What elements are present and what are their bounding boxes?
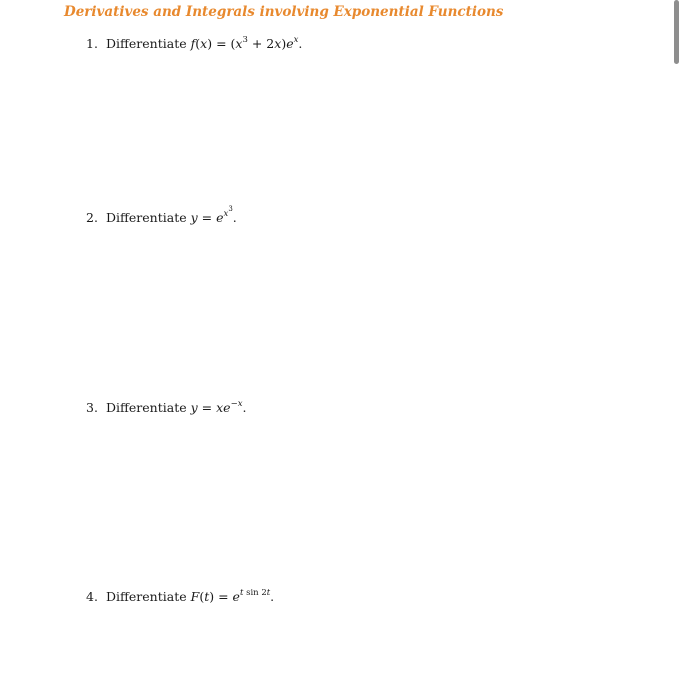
problem-lead: Differentiate <box>106 400 187 415</box>
problem-number: 2. <box>86 210 98 225</box>
problem-lead: Differentiate <box>106 589 187 604</box>
problem-number: 4. <box>86 589 98 604</box>
problem-expression: $f(x) = (x^3 + 2x)e^x$. <box>190 34 303 51</box>
page-title: Derivatives and Integrals involving Exponential Functions <box>64 4 504 20</box>
problem-number: 1. <box>86 36 98 51</box>
scrollbar-thumb[interactable] <box>674 0 679 64</box>
problem-lead: Differentiate <box>106 36 187 51</box>
problem-3 <box>86 400 246 415</box>
problem-expression: $y = e^{x^3}$. <box>190 205 237 225</box>
vertical-scrollbar[interactable] <box>671 0 685 700</box>
problem-expression: $y = xe^{-x}$. <box>190 398 247 415</box>
problem-lead: Differentiate <box>106 210 187 225</box>
problem-number: 3. <box>86 400 98 415</box>
problem-2 <box>86 205 237 225</box>
problem-4 <box>86 589 274 604</box>
problem-1 <box>86 36 302 51</box>
problem-expression: $F(t) = e^{t sin 2t}$. <box>190 587 275 604</box>
